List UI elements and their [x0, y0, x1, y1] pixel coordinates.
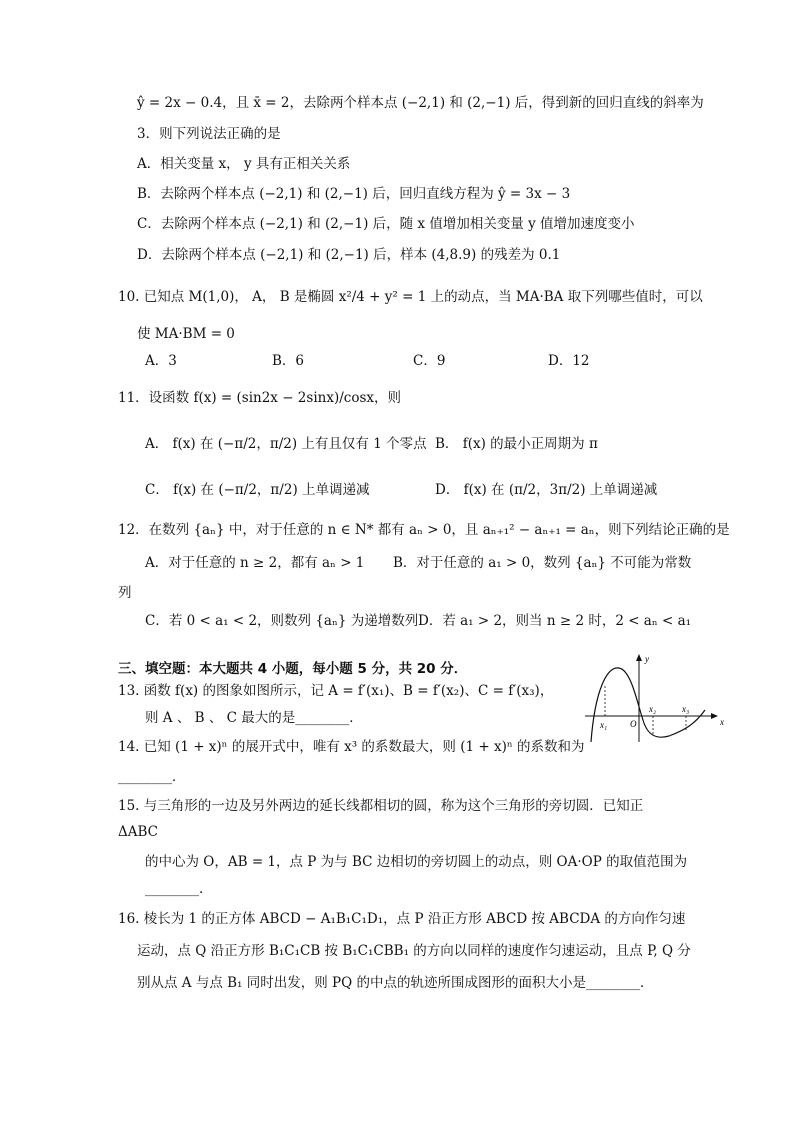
q14-answer-blank: ________．	[118, 769, 186, 785]
q11-option-b: B． f(x) 的最小正周期为 π	[435, 436, 598, 452]
q12-option-d: D．若 a₁ > 2，则当 n ≥ 2 时，2 < aₙ < a₁	[418, 613, 692, 629]
q10-option-c: C．9	[413, 353, 446, 369]
q9-option-a: A．相关变量 x， y 具有正相关关系	[137, 156, 351, 172]
q12-option-b-wrap: 列	[118, 585, 132, 601]
q10-stem-line-2: 使 MA·BM = 0	[137, 326, 235, 342]
q9-option-b: B．去除两个样本点 (−2,1) 和 (2,−1) 后，回归直线方程为 ŷ = 3x − 3	[137, 186, 571, 202]
q15-stem-line-3: 的中心为 O，AB = 1，点 P 为与 BC 边相切的旁切圆上的动点，则 OA·OP 的取值范围为	[145, 854, 688, 870]
x1-label: x₁	[600, 720, 608, 730]
q11-option-a: A． f(x) 在 (−π/2，π/2) 上有且仅有 1 个零点	[145, 436, 427, 452]
y-axis-arrow-icon	[636, 654, 642, 661]
q9-stem-line-1: ŷ = 2x − 0.4，且 x̄ = 2，去除两个样本点 (−2,1) 和 (2,−1) 后，得到新的回归直线的斜率为	[137, 95, 704, 111]
q15-answer-blank: ________．	[145, 881, 213, 897]
q13-stem-line-2: 则 A 、 B 、 C 最大的是________．	[145, 710, 363, 726]
origin-label: O	[630, 719, 637, 729]
q12-option-b: B．对于任意的 a₁ > 0，数列 {aₙ} 不可能为常数	[393, 555, 692, 571]
section-heading-fill-in: 三、填空题：本大题共 4 小题，每小题 5 分，共 20 分．	[118, 661, 468, 677]
q10-option-a: A．3	[145, 353, 177, 369]
q15-stem-line-1: 15. 与三角形的一边及另外两边的延长线都相切的圆，称为这个三角形的旁切圆．已知正	[118, 798, 644, 814]
q12-stem: 12．在数列 {aₙ} 中，对于任意的 n ∈ N* 都有 aₙ > 0，且 aₙ₊₁² − aₙ₊₁ = aₙ，则下列结论正确的是	[118, 522, 730, 538]
q16-stem-line-3: 别从点 A 与点 B₁ 同时出发，则 PQ 的中点的轨迹所围成图形的面积大小是________．	[137, 975, 654, 991]
q9-option-d: D．去除两个样本点 (−2,1) 和 (2,−1) 后，样本 (4,8.9) 的残差为 0.1	[137, 247, 561, 263]
x-axis-arrow-icon	[711, 713, 718, 719]
q11-option-d: D． f(x) 在 (π/2，3π/2) 上单调递减	[435, 482, 658, 498]
q13-stem-line-1: 13. 函数 f(x) 的图象如图所示，记 A = f′(x₁)、B = f′(x₂)、C = f′(x₃)，	[118, 683, 554, 699]
q15-stem-line-2: ΔABC	[118, 824, 158, 840]
x3-label: x₃	[682, 704, 690, 714]
q9-option-c: C．去除两个样本点 (−2,1) 和 (2,−1) 后，随 x 值增加相关变量 y 值增加速度变小	[137, 216, 635, 232]
q10-stem-line-1: 10. 已知点 M(1,0)， A， B 是椭圆 x²/4 + y² = 1 上的动点，当 MA·BA 取下列哪些值时，可以	[118, 289, 703, 305]
q10-option-b: B．6	[272, 353, 305, 369]
q14-stem-line-1: 14. 已知 (1 + x)ⁿ 的展开式中，唯有 x³ 的系数最大，则 (1 + x)ⁿ 的系数和为	[118, 739, 585, 755]
y-axis-label: y	[645, 654, 649, 664]
q13-function-graph	[585, 650, 725, 746]
q9-stem-line-2: 3．则下列说法正确的是	[137, 126, 281, 142]
q11-option-c: C． f(x) 在 (−π/2，π/2) 上单调递减	[145, 482, 370, 498]
q11-stem: 11．设函数 f(x) = (sin2x − 2sinx)/cosx，则	[118, 390, 401, 406]
x-axis-label: x	[720, 717, 724, 727]
q12-option-c: C．若 0 < a₁ < 2，则数列 {aₙ} 为递增数列	[145, 613, 419, 629]
q10-option-d: D．12	[548, 353, 590, 369]
q12-option-a: A．对于任意的 n ≥ 2，都有 aₙ > 1	[145, 555, 365, 571]
q16-stem-line-1: 16. 棱长为 1 的正方体 ABCD − A₁B₁C₁D₁，点 P 沿正方形 ABCD 按 ABCDA 的方向作匀速	[118, 911, 686, 927]
x2-label: x₂	[649, 704, 657, 714]
q16-stem-line-2: 运动，点 Q 沿正方形 B₁C₁CB 按 B₁C₁CBB₁ 的方向以同样的速度作匀速运动，且点 P, Q 分	[137, 943, 691, 959]
